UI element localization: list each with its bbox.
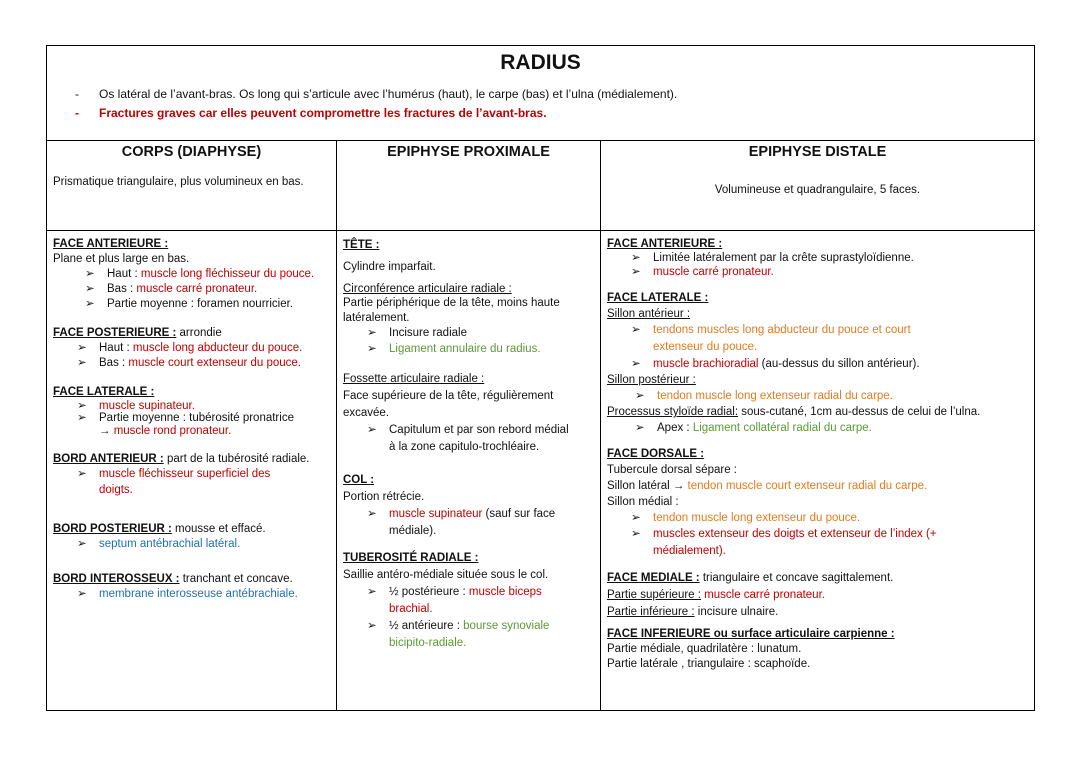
section-face-posterieure: FACE POSTERIEURE : arrondie bbox=[53, 327, 222, 339]
section-face-inferieure: FACE INFERIEURE ou surface articulaire carpienne : bbox=[607, 628, 895, 640]
processus-styloide: Processus styloïde radial: sous-cutané, 1cm au-dessus de celui de l’ulna. bbox=[607, 406, 981, 418]
column-desc-corps: Prismatique triangulaire, plus volumineux en bas. bbox=[53, 176, 304, 188]
list-item: ➢ muscle fléchisseur superficiel des doigts. bbox=[77, 468, 271, 496]
list-item: ➢ Haut : muscle long fléchisseur du pouce. bbox=[85, 268, 315, 280]
list-item: ➢ Haut : muscle long abducteur du pouce. bbox=[77, 342, 303, 354]
intro-line-2: - Fractures graves car elles peuvent compromettre les fractures de l’avant-bras. bbox=[75, 106, 547, 120]
list-item: ➢ muscle carré pronateur. bbox=[631, 266, 774, 278]
column-distale bbox=[601, 140, 1034, 710]
column-title-proximale: EPIPHYSE PROXIMALE bbox=[387, 144, 550, 160]
section-fossette: Fossette articulaire radiale : bbox=[343, 373, 485, 385]
column-desc-distale: Volumineuse et quadrangulaire, 5 faces. bbox=[714, 184, 921, 196]
section-face-dorsale: FACE DORSALE : bbox=[607, 448, 705, 460]
section-face-anterieure: FACE ANTERIEURE : bbox=[607, 238, 723, 250]
list-item: ➢ Partie moyenne : foramen nourricier. bbox=[85, 298, 294, 310]
section-bord-posterieur: BORD POSTERIEUR : mousse et effacé. bbox=[53, 523, 266, 535]
section-face-mediale: FACE MEDIALE : triangulaire et concave sagittalement. bbox=[607, 572, 894, 584]
radius-table bbox=[46, 45, 1035, 711]
list-item: ➢ septum antébrachial latéral. bbox=[77, 538, 241, 550]
section-bord-anterieur: BORD ANTERIEUR : part de la tubérosité radiale. bbox=[53, 453, 310, 465]
sillon-anterieur: Sillon antérieur : bbox=[607, 308, 691, 320]
list-item: ➢ tendon muscle long extenseur du pouce. bbox=[631, 512, 861, 524]
list-item: ➢ muscle supinateur (sauf sur face médiale). bbox=[367, 508, 556, 537]
list-item: ➢ Capitulum et par son rebord médial à la zone capitulo-trochléaire. bbox=[367, 424, 569, 453]
section-face-anterieure: FACE ANTERIEURE : bbox=[53, 238, 169, 250]
section-bord-interosseux: BORD INTEROSSEUX : tranchant et concave. bbox=[53, 573, 293, 585]
list-item: ➢ Apex : Ligament collatéral radial du carpe. bbox=[635, 422, 872, 434]
column-proximale bbox=[337, 140, 601, 710]
section-face-laterale: FACE LATERALE : bbox=[607, 292, 709, 304]
list-item: ➢ Incisure radiale bbox=[367, 327, 467, 339]
list-item: ➢ Partie moyenne : tubérosité pronatrice → muscle rond pronateur. bbox=[77, 412, 294, 437]
column-title-distale: EPIPHYSE DISTALE bbox=[748, 144, 887, 160]
list-item: ➢ muscle supinateur. bbox=[77, 400, 195, 412]
list-item: ➢ ½ antérieure : bourse synoviale bicipito-radiale. bbox=[367, 620, 550, 649]
table-header bbox=[47, 46, 1034, 141]
list-item: ➢ Bas : muscle court extenseur du pouce. bbox=[77, 357, 302, 369]
column-corps bbox=[47, 140, 337, 710]
column-title-corps: CORPS (DIAPHYSE) bbox=[121, 144, 262, 160]
section-tuberosite: TUBEROSITÉ RADIALE : bbox=[343, 552, 479, 564]
list-item: ➢ Limitée latéralement par la crête suprastyloïdienne. bbox=[631, 252, 914, 264]
section-tete: TÊTE : bbox=[343, 239, 380, 251]
list-item: ➢ muscle brachioradial (au-dessus du sillon antérieur). bbox=[631, 358, 920, 370]
list-item: ➢ muscles extenseur des doigts et extenseur de l’index (+ médialement). bbox=[631, 528, 937, 557]
list-item: ➢ ½ postérieure : muscle biceps brachial. bbox=[367, 586, 542, 615]
section-col: COL : bbox=[343, 474, 375, 486]
page-title: RADIUS bbox=[500, 51, 581, 74]
intro-line-1: - Os latéral de l’avant-bras. Os long qui s’articule avec l’humérus (haut), le carpe (bas) et l’ulna (médialement). bbox=[75, 87, 678, 101]
section-face-laterale: FACE LATERALE : bbox=[53, 386, 155, 398]
list-item: ➢ tendons muscles long abducteur du pouce et court extenseur du pouce. bbox=[631, 324, 911, 353]
proximale-body: TÊTE : Cylindre imparfait. Circonférence articulaire radiale : Partie périphérique de la tête, moins haute latéralement. ➢ Incisure radiale ➢ Ligament annulaire du radius. Fossette articulaire radiale : Face supérieure de la tête, régulièrement excavée. ➢ Capitulum et par son rebord médial à la zone capitulo-trochléaire. COL : Portion rétrécie. ➢ muscle supinateur (sauf sur face médiale). TUBEROSITÉ RADIALE : Saillie antéro-médiale située sous le col. ➢ ½ postérieure : muscle biceps brachial. ➢ ½ antérieure : bourse synoviale bicipito-radiale. bbox=[343, 237, 596, 652]
list-item: ➢ membrane interosseuse antébrachiale. bbox=[77, 588, 298, 600]
list-item: ➢ Ligament annulaire du radius. bbox=[367, 343, 541, 355]
list-item: ➢ tendon muscle long extenseur radial du carpe. bbox=[635, 390, 893, 402]
section-circonference: Circonférence articulaire radiale : bbox=[343, 283, 512, 295]
corps-body: FACE ANTERIEURE : Plane et plus large en bas. ➢ Haut : muscle long fléchisseur du pouce. ➢ Bas : muscle carré pronateur. ➢ Partie moyenne : foramen nourricier. FACE POSTERIEURE : arrondie ➢ Haut : muscle long abducteur du pouce. ➢ Bas : muscle court extenseur du pouce. FACE LATERALE : ➢ muscle supinateur. ➢ Partie moyenne : tubérosité pronatrice → muscle rond pronateur. BORD ANTERIEUR : part de la tubérosité radiale. ➢ muscle fléchisseur superficiel des doigts. BORD POSTERIEUR : mousse et effacé. ➢ septum antébrachial latéral. BORD INTEROSSEUX : tranchant et concave. ➢ membrane interosseuse antébrachiale. bbox=[53, 237, 332, 602]
sillon-posterieur: Sillon postérieur : bbox=[607, 374, 696, 386]
distale-body: FACE ANTERIEURE : ➢ Limitée latéralement par la crête suprastyloïdienne. ➢ muscle carré pronateur. FACE LATERALE : Sillon antérieur : ➢ tendons muscles long abducteur du pouce et court extenseur du pouce. ➢ muscle brachioradial (au-dessus du sillon antérieur). Sillon postérieur : ➢ tendon muscle long extenseur radial du carpe. Processus styloïde radial: sous-cutané, 1cm au-dessus de celui de l’ulna. ➢ Apex : Ligament collatéral radial du carpe. FACE DORSALE : Tubercule dorsal sépare : Sillon latéral → tendon muscle court extenseur radial du carpe. Sillon médial : ➢ tendon muscle long extenseur du pouce. ➢ muscles extenseur des doigts et extenseur de l’index (+ médialement). FACE MEDIALE : triangulaire et concave sagittalement. Partie supérieure : muscle carré pronateur. Partie inférieure : incisure ulnaire. FACE INFERIEURE ou surface articulaire carpienne : Partie médiale, quadrilatère : lunatum. Partie latérale , triangulaire : scaphoïde. bbox=[607, 237, 1030, 672]
list-item: ➢ Bas : muscle carré pronateur. bbox=[85, 283, 258, 295]
